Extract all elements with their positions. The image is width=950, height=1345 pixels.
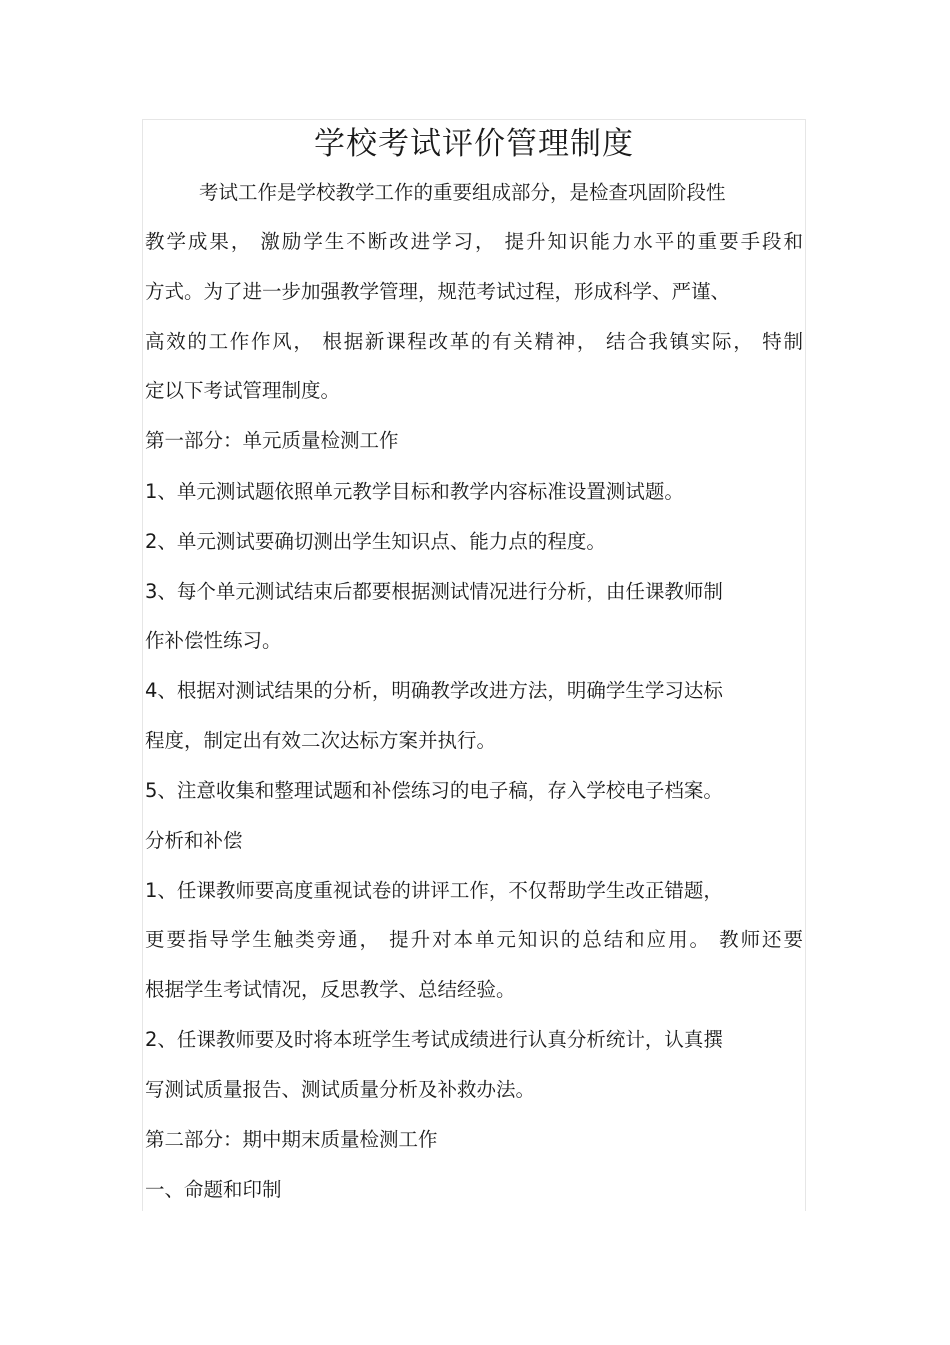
body-line: 方式。为了进一步加强教学管理，规范考试过程，形成科学、严谨、: [145, 280, 731, 303]
body-line: 定以下考试管理制度。: [145, 379, 341, 402]
subsection-heading: 一、命题和印制: [145, 1178, 282, 1201]
subsection-heading: 分析和补偿: [145, 829, 243, 852]
list-item-continuation: 作补偿性练习。: [145, 629, 282, 652]
list-item: 3、每个单元测试结束后都要根据测试情况进行分析，由任课教师制: [145, 580, 723, 603]
list-item-continuation: 更要指导学生触类旁通， 提升对本单元知识的总结和应用。 教师还要: [145, 928, 803, 951]
section-heading: 第一部分：单元质量检测工作: [145, 429, 399, 452]
list-item: 2、任课教师要及时将本班学生考试成绩进行认真分析统计，认真撰: [145, 1028, 723, 1051]
list-item-continuation: 程度，制定出有效二次达标方案并执行。: [145, 729, 497, 752]
body-line: 高效的工作作风， 根据新课程改革的有关精神， 结合我镇实际， 特制: [145, 330, 803, 353]
list-item: 2、单元测试要确切测出学生知识点、能力点的程度。: [145, 530, 606, 553]
list-item: 4、根据对测试结果的分析，明确教学改进方法，明确学生学习达标: [145, 679, 723, 702]
list-item-continuation: 写测试质量报告、测试质量分析及补救办法。: [145, 1078, 536, 1101]
section-heading: 第二部分：期中期末质量检测工作: [145, 1128, 438, 1151]
list-item: 1、任课教师要高度重视试卷的讲评工作，不仅帮助学生改正错题，: [145, 879, 723, 902]
list-item: 1、单元测试题依照单元教学目标和教学内容标准设置测试题。: [145, 480, 684, 503]
body-line: 教学成果， 激励学生不断改进学习， 提升知识能力水平的重要手段和: [145, 230, 803, 253]
body-line: 考试工作是学校教学工作的重要组成部分，是检查巩固阶段性: [199, 181, 726, 204]
list-item: 5、注意收集和整理试题和补偿练习的电子稿，存入学校电子档案。: [145, 779, 723, 802]
document-title: 学校考试评价管理制度: [314, 126, 634, 162]
list-item-continuation: 根据学生考试情况，反思教学、总结经验。: [145, 978, 516, 1001]
